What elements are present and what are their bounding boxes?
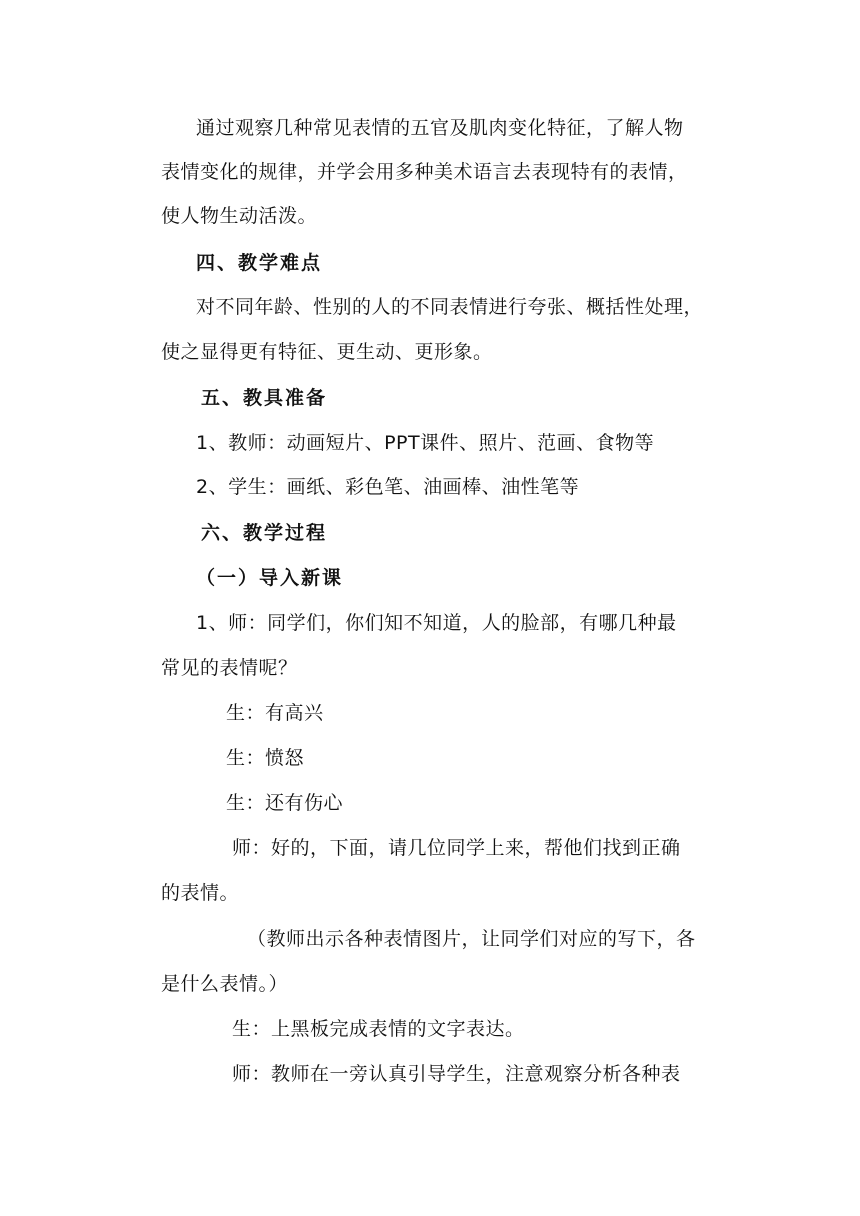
objective-line-2: 表情变化的规律，并学会用多种美术语言去表现特有的表情， xyxy=(161,161,688,183)
preparation-heading: 五、教具准备 xyxy=(201,387,328,409)
student-action-line: 生：上黑板完成表情的文字表达。 xyxy=(232,1018,525,1040)
student-answer: 生：有高兴 xyxy=(226,702,324,724)
question-line-1: 1、师：同学们，你们知不知道，人的脸部，有哪几种最 xyxy=(196,612,677,634)
preparation-item-student: 2、学生：画纸、彩色笔、油画棒、油性笔等 xyxy=(196,476,580,498)
teacher-note-line-1: （教师出示各种表情图片，让同学们对应的写下，各 xyxy=(247,928,696,950)
difficulty-line-1: 对不同年龄、性别的人的不同表情进行夸张、概括性处理， xyxy=(196,296,704,318)
student-answer: 生：还有伤心 xyxy=(226,792,344,814)
difficulty-line-2: 使之显得更有特征、更生动、更形象。 xyxy=(161,341,493,363)
teacher-line-3: 师：教师在一旁认真引导学生，注意观察分析各种表 xyxy=(232,1063,681,1085)
student-answer: 生：愤怒 xyxy=(226,747,305,769)
process-heading: 六、教学过程 xyxy=(201,522,328,544)
preparation-item-teacher: 1、教师：动画短片、PPT课件、照片、范画、食物等 xyxy=(196,432,655,454)
teacher-line-1: 师：好的，下面，请几位同学上来，帮他们找到正确 xyxy=(232,837,681,859)
process-subheading: （一）导入新课 xyxy=(196,567,344,589)
difficulty-heading: 四、教学难点 xyxy=(196,252,323,274)
teacher-note-line-2: 是什么表情。） xyxy=(161,973,289,995)
teacher-line-2: 的表情。 xyxy=(161,882,240,904)
question-line-2: 常见的表情呢？ xyxy=(161,657,298,679)
objective-line-1: 通过观察几种常见表情的五官及肌肉变化特征，了解人物 xyxy=(196,117,684,139)
objective-line-3: 使人物生动活泼。 xyxy=(161,205,318,227)
